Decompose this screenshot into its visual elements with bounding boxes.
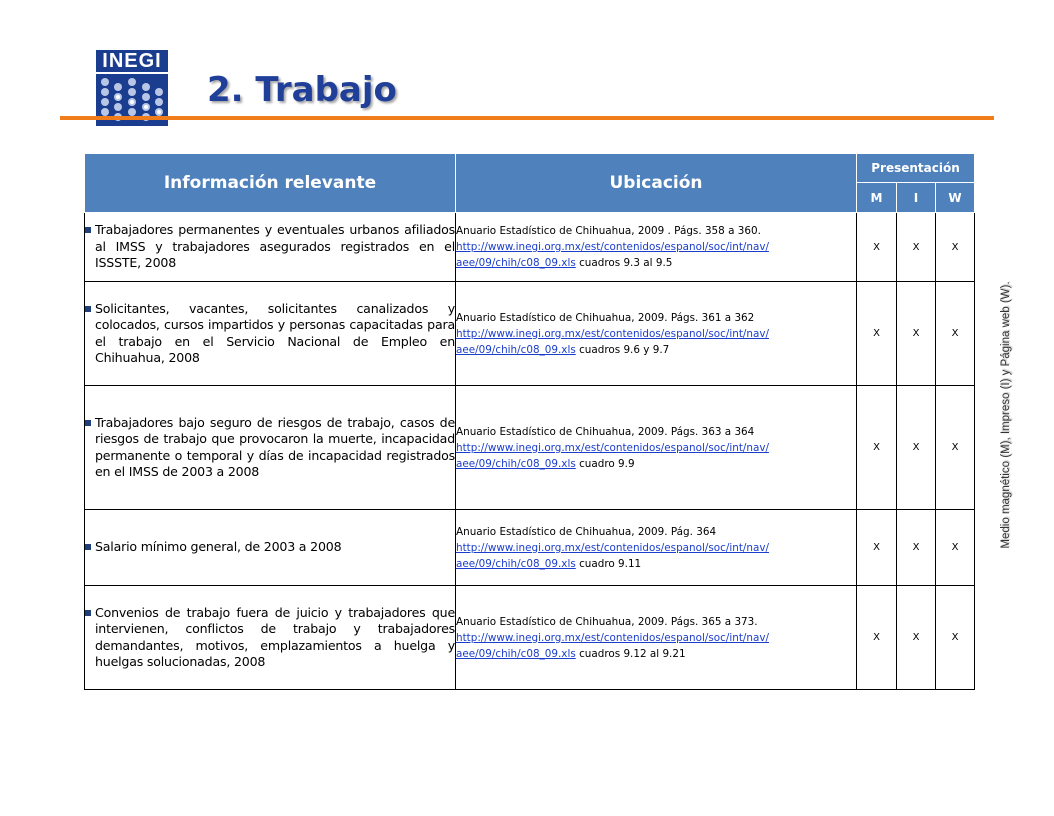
info-text: Trabajadores bajo seguro de riesgos de trabajo, casos de riesgos de trabajo que provocaron la muerte, incapacidad permanente o temporal y días de incapacidad registrados en el IMSS de 2003 a 2008 [95, 414, 455, 479]
cuadros-text: cuadros 9.6 y 9.7 [575, 343, 670, 356]
square-bullet-icon [85, 306, 91, 312]
header-informacion: Información relevante [85, 154, 456, 213]
table-row [85, 282, 975, 386]
presentation-legend [1000, 260, 1012, 570]
mark-w: X [936, 213, 975, 282]
header-ubicacion: Ubicación [456, 154, 857, 213]
info-text: Solicitantes, vacantes, solicitantes canalizados y colocados, cursos impartidos y personas capacitadas para el trabajo en el Servicio Nacional de Empleo en Chihuahua, 2008 [95, 300, 455, 365]
square-bullet-icon [85, 610, 91, 616]
source-link[interactable]: http://www.inegi.org.mx/est/contenidos/espanol/soc/int/nav/ [456, 631, 770, 644]
source-link-file[interactable]: aee/09/chih/c08_09.xls [456, 257, 576, 269]
info-cell [85, 510, 456, 586]
header-m: M [857, 183, 897, 213]
mark-w: X [936, 386, 975, 510]
mark-m: X [857, 282, 897, 386]
inegi-logo [96, 50, 168, 126]
mark-i: X [897, 586, 936, 690]
table-row [85, 586, 975, 690]
anuario-reference: Anuario Estadístico de Chihuahua, 2009. Págs. 365 a 373. [456, 615, 758, 628]
ubicacion-cell [456, 386, 857, 510]
header-presentacion: Presentación [857, 154, 975, 183]
mark-m: X [857, 386, 897, 510]
mark-i: X [897, 213, 936, 282]
info-cell [85, 386, 456, 510]
mark-w: X [936, 586, 975, 690]
source-link-file[interactable]: aee/09/chih/c08_09.xls [456, 343, 576, 356]
anuario-reference: Anuario Estadístico de Chihuahua, 2009. Págs. 363 a 364 [456, 425, 755, 438]
source-link[interactable]: http://www.inegi.org.mx/est/contenidos/espanol/soc/int/nav/ [456, 541, 770, 554]
anuario-reference: Anuario Estadístico de Chihuahua, 2009. Págs. 361 a 362 [456, 311, 755, 324]
source-link[interactable]: http://www.inegi.org.mx/est/contenidos/espanol/soc/int/nav/ [456, 441, 770, 454]
table-row [85, 213, 975, 282]
title-divider [60, 116, 994, 120]
info-cell [85, 213, 456, 282]
mark-w: X [936, 282, 975, 386]
info-text: Trabajadores permanentes y eventuales urbanos afiliados al IMSS y trabajadores asegurados registrados en el ISSSTE, 2008 [95, 222, 455, 271]
cuadros-text: cuadro 9.9 [575, 457, 635, 470]
cuadros-text: cuadros 9.12 al 9.21 [575, 647, 686, 660]
source-link[interactable]: http://www.inegi.org.mx/est/contenidos/espanol/soc/int/nav/ [456, 241, 770, 253]
mark-w: X [936, 510, 975, 586]
header-i: I [897, 183, 936, 213]
mark-i: X [897, 282, 936, 386]
mark-i: X [897, 510, 936, 586]
info-text: Convenios de trabajo fuera de juicio y trabajadores que intervienen, conflictos de trabajo y trabajadores demandantes, motivos, emplazamientos a huelga y huelgas solucionadas, 2008 [95, 604, 455, 669]
info-cell [85, 586, 456, 690]
info-text: Salario mínimo general, de 2003 a 2008 [95, 539, 342, 555]
ubicacion-cell [456, 510, 857, 586]
mark-m: X [857, 510, 897, 586]
anuario-reference: Anuario Estadístico de Chihuahua, 2009 . Págs. 358 a 360. [456, 225, 761, 237]
square-bullet-icon [85, 544, 91, 550]
info-table [84, 153, 975, 690]
presentation-legend-text: Medio magnético (M), Impreso (I) y Página web (W). [1000, 281, 1012, 549]
mark-i: X [897, 386, 936, 510]
logo-text: INEGI [96, 50, 168, 72]
ubicacion-cell [456, 213, 857, 282]
source-link-file[interactable]: aee/09/chih/c08_09.xls [456, 557, 576, 570]
mark-m: X [857, 586, 897, 690]
source-link-file[interactable]: aee/09/chih/c08_09.xls [456, 457, 576, 470]
header-w: W [936, 183, 975, 213]
info-cell [85, 282, 456, 386]
table-row [85, 510, 975, 586]
ubicacion-cell [456, 282, 857, 386]
source-link-file[interactable]: aee/09/chih/c08_09.xls [456, 647, 576, 660]
cuadros-text: cuadro 9.11 [575, 557, 642, 570]
source-link[interactable]: http://www.inegi.org.mx/est/contenidos/espanol/soc/int/nav/ [456, 327, 770, 340]
mark-m: X [857, 213, 897, 282]
ubicacion-cell [456, 586, 857, 690]
square-bullet-icon [85, 420, 91, 426]
square-bullet-icon [85, 227, 91, 233]
cuadros-text: cuadros 9.3 al 9.5 [575, 257, 673, 269]
page-title: 2. Trabajo [207, 70, 397, 110]
table-row [85, 386, 975, 510]
anuario-reference: Anuario Estadístico de Chihuahua, 2009. Pág. 364 [456, 525, 717, 538]
